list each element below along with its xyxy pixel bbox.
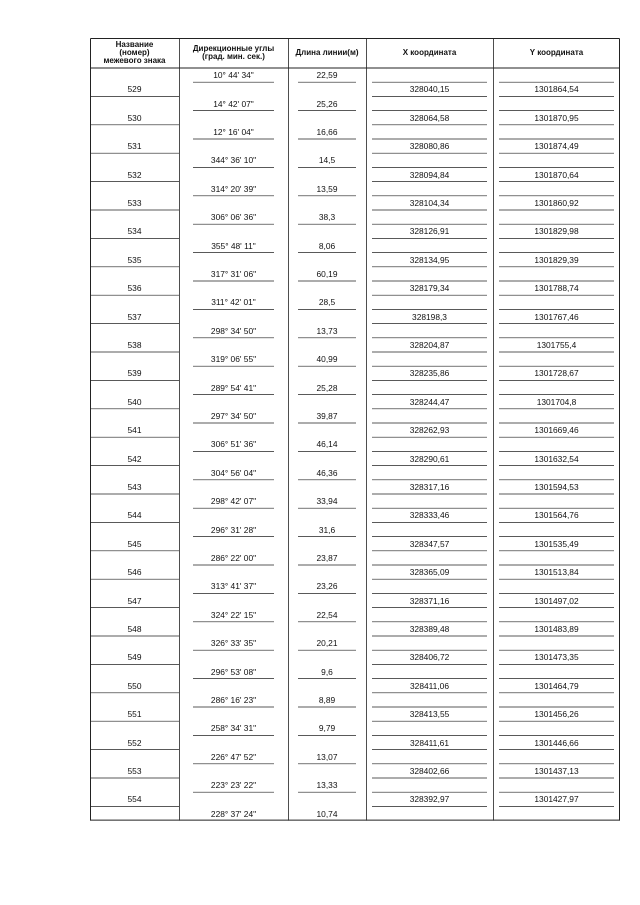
point-name-cell: 538 (127, 340, 142, 350)
x-coordinate-cell: 328235,86 (409, 368, 450, 379)
y-coordinate-cell: 1301704,8 (536, 396, 577, 407)
y-coordinate-cell: 1301497,02 (534, 595, 579, 606)
direction-angle-cell: 289° 54' 41" (210, 382, 257, 393)
y-coordinate-cell: 1301870,95 (534, 112, 579, 123)
line-length-cell: 9,6 (321, 666, 333, 677)
x-coordinate-cell: 328104,34 (409, 198, 450, 208)
line-length-cell: 23,87 (316, 553, 338, 563)
y-coordinate-cell: 1301483,89 (534, 624, 579, 634)
y-coordinate-cell: 1301870,64 (534, 169, 579, 180)
x-coordinate-cell: 328290,61 (409, 453, 450, 464)
direction-angle-cell: 286° 16' 23" (210, 695, 257, 705)
x-coordinate-cell: 328411,61 (410, 737, 449, 748)
line-length-cell: 14,5 (318, 155, 336, 166)
y-coordinate-cell: 1301513,84 (534, 567, 579, 578)
y-coordinate-cell: 1301456,26 (534, 709, 579, 720)
direction-angle-cell: 304° 56' 04" (210, 467, 257, 478)
x-coordinate-cell: 328198,3 (412, 311, 447, 322)
y-coordinate-cell: 1301437,13 (534, 766, 579, 776)
line-length-cell: 39,87 (316, 411, 338, 421)
point-name-cell: 540 (127, 396, 142, 407)
line-length-cell: 8,06 (318, 240, 336, 251)
line-length-cell: 13,33 (316, 780, 338, 791)
y-coordinate-cell: 1301632,54 (534, 453, 579, 464)
line-length-cell: 9,79 (318, 723, 336, 734)
point-name-cell: 530 (127, 112, 142, 123)
x-coordinate-cell: 328371,16 (409, 595, 450, 606)
x-coordinate-cell: 328126,91 (409, 226, 450, 237)
direction-angle-cell: 297° 34' 50" (210, 411, 257, 421)
direction-angle-cell: 313° 41' 37" (210, 581, 257, 592)
header-x-coordinate: X координата (402, 48, 457, 57)
x-coordinate-cell: 328413,55 (409, 709, 450, 720)
point-name-cell: 545 (127, 538, 142, 549)
y-coordinate-cell: 1301427,97 (534, 794, 579, 805)
x-coordinate-cell: 328094,84 (409, 169, 450, 180)
direction-angle-cell: 298° 34' 50" (210, 325, 257, 336)
direction-angle-cell: 314° 20' 39" (210, 183, 257, 194)
line-length-cell: 25,26 (316, 98, 338, 109)
y-coordinate-cell: 1301594,53 (534, 482, 579, 492)
y-coordinate-cell: 1301473,35 (534, 652, 579, 663)
direction-angle-cell: 311° 42' 01" (211, 297, 256, 308)
line-length-cell: 46,14 (316, 439, 338, 450)
x-coordinate-cell: 328134,95 (409, 254, 450, 265)
point-name-cell: 551 (127, 709, 142, 720)
point-name-cell: 550 (127, 680, 142, 691)
point-name-cell: 542 (127, 453, 142, 464)
y-coordinate-cell: 1301874,49 (534, 141, 579, 152)
direction-angle-cell: 12° 16' 04" (213, 127, 254, 137)
point-name-cell: 533 (127, 198, 142, 208)
line-length-cell: 38,3 (318, 212, 336, 223)
header-direction-angle: Дирекционные углы (град. мин. сек.) (192, 44, 275, 61)
point-name-cell: 549 (127, 652, 142, 663)
direction-angle-cell: 10° 44' 34" (213, 70, 254, 81)
direction-angle-cell: 344° 36' 10" (210, 155, 257, 166)
point-name-cell: 554 (127, 794, 142, 805)
line-length-cell: 31,6 (318, 524, 336, 535)
x-coordinate-cell: 328406,72 (409, 652, 450, 663)
line-length-cell: 13,73 (316, 325, 338, 336)
point-name-cell: 539 (127, 368, 142, 379)
direction-angle-cell: 223° 23' 22" (210, 780, 257, 791)
y-coordinate-cell: 1301669,46 (534, 425, 579, 436)
point-name-cell: 543 (127, 482, 142, 492)
point-name-cell: 552 (127, 737, 142, 748)
line-length-cell: 46,36 (316, 467, 338, 478)
x-coordinate-cell: 328244,47 (409, 396, 450, 407)
line-length-cell: 23,26 (316, 581, 338, 592)
point-name-cell: 553 (127, 766, 142, 776)
x-coordinate-cell: 328347,57 (409, 538, 450, 549)
direction-angle-cell: 306° 51' 36" (210, 439, 257, 450)
x-coordinate-cell: 328333,46 (409, 510, 450, 521)
direction-angle-cell: 286° 22' 00" (210, 553, 257, 563)
point-name-cell: 537 (127, 311, 142, 322)
y-coordinate-cell: 1301728,67 (534, 368, 579, 379)
line-length-cell: 22,59 (316, 70, 338, 81)
x-coordinate-cell: 328365,09 (409, 567, 450, 578)
x-coordinate-cell: 328080,86 (409, 141, 450, 152)
line-length-cell: 13,59 (316, 183, 338, 194)
point-name-cell: 532 (127, 169, 142, 180)
direction-angle-cell: 298° 42' 07" (210, 496, 257, 507)
x-coordinate-cell: 328040,15 (409, 84, 450, 95)
y-coordinate-cell: 1301446,66 (534, 737, 579, 748)
direction-angle-cell: 296° 31' 28" (210, 524, 257, 535)
line-length-cell: 13,07 (316, 751, 338, 762)
header-line-length: Длина линии(м) (295, 48, 359, 57)
direction-angle-cell: 14° 42' 07" (213, 98, 254, 109)
header-y-coordinate: Y координата (529, 48, 584, 57)
x-coordinate-cell: 328402,66 (409, 766, 450, 776)
point-name-cell: 544 (127, 510, 142, 521)
y-coordinate-cell: 1301564,76 (534, 510, 579, 521)
line-length-cell: 8,89 (318, 695, 336, 705)
point-name-cell: 534 (127, 226, 142, 237)
line-length-cell: 10,74 (316, 808, 338, 819)
point-name-cell: 529 (127, 84, 142, 95)
y-coordinate-cell: 1301464,79 (534, 680, 579, 691)
y-coordinate-cell: 1301535,49 (534, 538, 579, 549)
x-coordinate-cell: 328392,97 (409, 794, 450, 805)
coordinates-table (90, 38, 620, 827)
line-length-cell: 60,19 (316, 269, 338, 279)
direction-angle-cell: 355° 48' 11" (211, 240, 256, 251)
x-coordinate-cell: 328389,48 (409, 624, 450, 634)
line-length-cell: 20,21 (316, 638, 338, 649)
y-coordinate-cell: 1301829,39 (534, 254, 579, 265)
direction-angle-cell: 258° 34' 31" (210, 723, 257, 734)
direction-angle-cell: 228° 37' 24" (210, 808, 257, 819)
direction-angle-cell: 326° 33' 35" (210, 638, 257, 649)
x-coordinate-cell: 328064,58 (409, 112, 450, 123)
point-name-cell: 546 (127, 567, 142, 578)
line-length-cell: 28,5 (318, 297, 336, 308)
point-name-cell: 535 (127, 254, 142, 265)
point-name-cell: 536 (127, 283, 142, 294)
x-coordinate-cell: 328411,06 (410, 680, 449, 691)
direction-angle-cell: 317° 31' 06" (210, 269, 257, 279)
y-coordinate-cell: 1301860,92 (534, 198, 579, 208)
line-length-cell: 40,99 (316, 354, 338, 365)
direction-angle-cell: 296° 53' 08" (210, 666, 257, 677)
line-length-cell: 16,66 (316, 127, 338, 137)
direction-angle-cell: 324° 22' 15" (210, 609, 257, 620)
point-name-cell: 547 (127, 595, 142, 606)
direction-angle-cell: 226° 47' 52" (210, 751, 257, 762)
direction-angle-cell: 319° 06' 55" (210, 354, 257, 365)
direction-angle-cell: 306° 06' 36" (210, 212, 257, 223)
y-coordinate-cell: 1301788,74 (534, 283, 579, 294)
x-coordinate-cell: 328179,34 (409, 283, 450, 294)
line-length-cell: 33,94 (316, 496, 338, 507)
line-length-cell: 22,54 (316, 609, 338, 620)
y-coordinate-cell: 1301755,4 (536, 340, 577, 350)
point-name-cell: 548 (127, 624, 142, 634)
point-name-cell: 541 (127, 425, 142, 436)
y-coordinate-cell: 1301829,98 (534, 226, 579, 237)
x-coordinate-cell: 328262,93 (409, 425, 450, 436)
header-point-name: Название (номер) межевого знака (103, 40, 166, 65)
point-name-cell: 531 (127, 141, 142, 152)
x-coordinate-cell: 328204,87 (409, 340, 450, 350)
x-coordinate-cell: 328317,16 (409, 482, 450, 492)
y-coordinate-cell: 1301864,54 (534, 84, 579, 95)
y-coordinate-cell: 1301767,46 (534, 311, 579, 322)
line-length-cell: 25,28 (316, 382, 338, 393)
